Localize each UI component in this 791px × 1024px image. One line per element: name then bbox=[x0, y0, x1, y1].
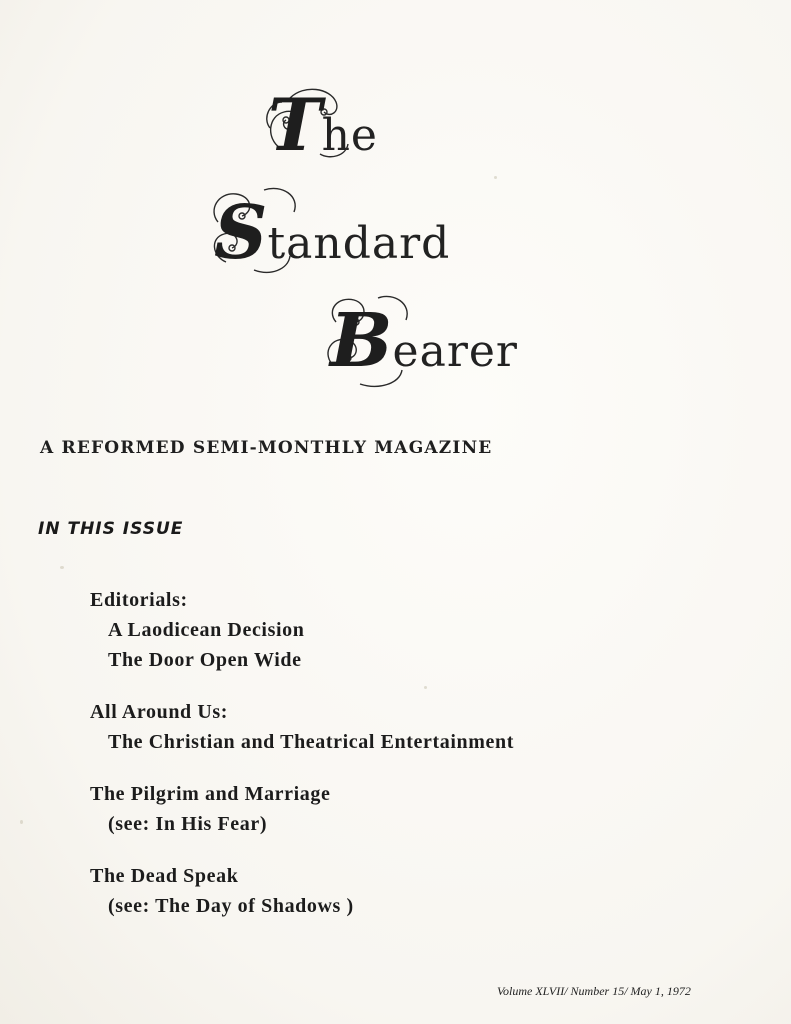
toc-item: A Laodicean Decision bbox=[108, 619, 305, 641]
toc-item: (see: The Day of Shadows ) bbox=[108, 895, 354, 917]
toc-item: (see: In His Fear) bbox=[108, 813, 268, 835]
paper-speck bbox=[20, 820, 23, 824]
masthead-initial-b: B bbox=[330, 298, 393, 384]
masthead-initial-s: S bbox=[214, 190, 268, 276]
toc-item: The Christian and Theatrical Entertainment bbox=[108, 731, 514, 753]
masthead-line-the bbox=[268, 82, 378, 167]
toc-section-dead-speak bbox=[90, 861, 514, 921]
toc-heading: The Pilgrim and Marriage bbox=[90, 783, 331, 805]
toc-section-all-around-us bbox=[90, 697, 514, 757]
masthead-rest-tandard: tandard bbox=[267, 218, 451, 269]
toc-section-pilgrim-marriage bbox=[90, 779, 514, 839]
paper-speck bbox=[60, 566, 64, 569]
in-this-issue-heading: IN THIS ISSUE bbox=[38, 519, 184, 539]
toc-heading: The Dead Speak bbox=[90, 865, 239, 887]
masthead-initial-t: T bbox=[268, 82, 322, 167]
masthead-rest-he: he bbox=[321, 110, 378, 161]
table-of-contents bbox=[90, 585, 514, 943]
paper-speck bbox=[494, 176, 497, 179]
toc-heading: Editorials: bbox=[90, 589, 188, 611]
toc-heading: All Around Us: bbox=[90, 701, 229, 723]
issue-info-footer: Volume XLVII/ Number 15/ May 1, 1972 bbox=[497, 984, 691, 998]
masthead-rest-earer: earer bbox=[392, 326, 518, 377]
magazine-tagline: A REFORMED SEMI-MONTHLY MAGAZINE bbox=[40, 438, 493, 458]
masthead-line-standard bbox=[214, 190, 450, 280]
toc-item: The Door Open Wide bbox=[108, 649, 302, 671]
masthead-line-bearer bbox=[330, 298, 518, 390]
toc-section-editorials bbox=[90, 585, 514, 675]
